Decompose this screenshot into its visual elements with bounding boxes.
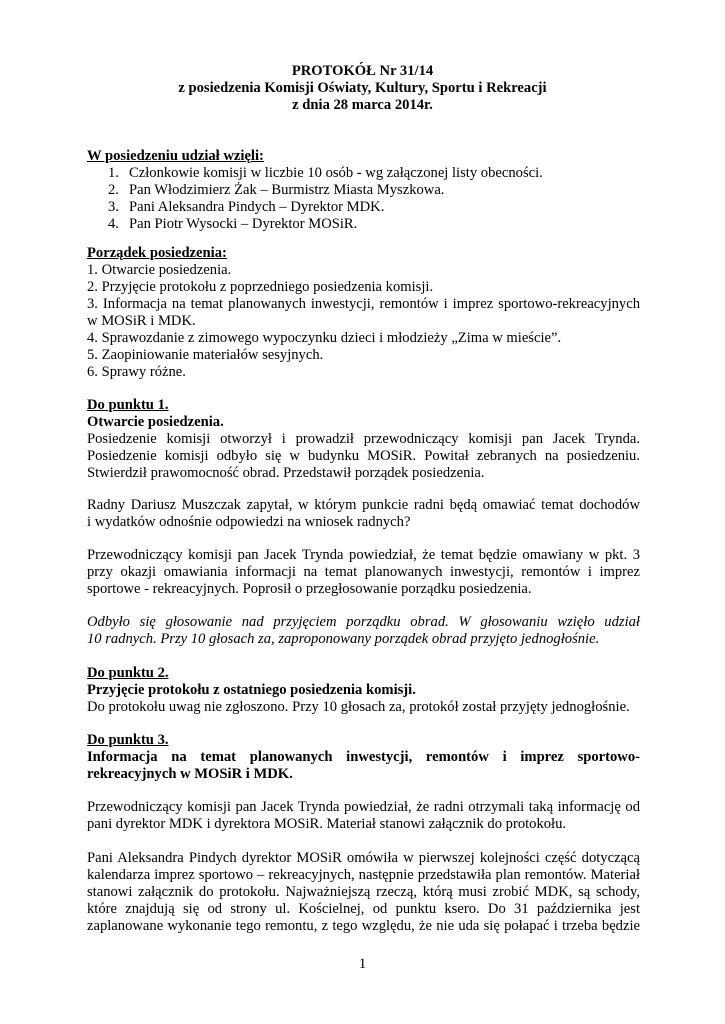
agenda-section bbox=[87, 245, 640, 381]
attendance-heading: W posiedzeniu udział wzięli: bbox=[87, 148, 264, 164]
point3-paragraph-line: stanowi załącznik do protokołu. Najważniejszą rzeczą, którą musi zrobić MDK, są schody, bbox=[87, 884, 640, 900]
agenda-line: 2. Przyjęcie protokołu z poprzedniego posiedzenia komisji. bbox=[87, 279, 434, 295]
point1-vote bbox=[87, 614, 640, 648]
agenda-line: w MOSiR i MDK. bbox=[87, 313, 196, 329]
point1-answer bbox=[87, 547, 640, 598]
answer-line: Przewodniczący komisji pan Jacek Trynda powiedział, że temat będzie omawiany w pkt. 3 bbox=[87, 547, 640, 563]
point3-paragraph-line: zaplanowane wykonanie tego remontu, z tego względu, że nie uda się połapać i trzeba będzie bbox=[87, 918, 640, 934]
point1-question bbox=[87, 497, 640, 531]
point2-text: Do protokołu uwag nie zgłoszono. Przy 10 głosach za, protokół został przyjęty jednogłośnie. bbox=[87, 699, 630, 715]
agenda-heading: Porządek posiedzenia: bbox=[87, 245, 227, 261]
agenda-line: 1. Otwarcie posiedzenia. bbox=[87, 262, 232, 278]
attendance-item-num: 4. bbox=[108, 216, 119, 232]
point3-intro bbox=[87, 799, 640, 833]
point3-title-line: rekreacyjnych w MOSiR i MDK. bbox=[87, 766, 293, 782]
point3-details bbox=[87, 850, 640, 935]
attendance-item bbox=[108, 216, 640, 233]
point3-paragraph-line: kalendarza imprez sportowo – rekreacyjnych, następnie przedstawiła plan remontów. Materiał bbox=[87, 867, 640, 883]
point3-paragraph-line: pani dyrektor MDK i dyrektora MOSiR. Materiał stanowi załącznik do protokołu. bbox=[87, 816, 567, 832]
point1-paragraph-line: Stwierdził prawomocność obrad. Przedstawił porządek posiedzenia. bbox=[87, 465, 485, 481]
attendance-item bbox=[108, 199, 640, 216]
attendance-item-text: Członkowie komisji w liczbie 10 osób - wg załączonej listy obecności. bbox=[129, 165, 543, 181]
answer-line: sportowe - rekreacyjnych. Poprosił o przegłosowanie porządku posiedzenia. bbox=[87, 581, 532, 597]
point1-heading: Do punktu 1. bbox=[87, 397, 169, 413]
agenda-line: 4. Sprawozdanie z zimowego wypoczynku dzieci i młodzieży „Zima w mieście”. bbox=[87, 330, 562, 346]
attendance-item-text: Pan Piotr Wysocki – Dyrektor MOSiR. bbox=[129, 216, 358, 232]
attendance-item bbox=[108, 182, 640, 199]
agenda-line: 3. Informacja na temat planowanych inwestycji, remontów i imprez sportowo-rekreacyjnych bbox=[87, 296, 640, 312]
point1-section bbox=[87, 397, 640, 482]
point1-paragraph-line: Posiedzenie komisji odbyło się w budynku MOSiR. Powitał zebranych na posiedzeniu. bbox=[87, 448, 640, 464]
attendance-item-num: 2. bbox=[108, 182, 119, 198]
document-title: PROTOKÓŁ Nr 31/14 bbox=[291, 63, 434, 79]
point3-section bbox=[87, 732, 640, 783]
attendance-item-num: 3. bbox=[108, 199, 119, 215]
question-line: Radny Dariusz Muszczak zapytał, w którym punkcie radni będą omawiać temat dochodów bbox=[87, 497, 640, 513]
attendance-section bbox=[87, 148, 640, 233]
point2-section bbox=[87, 665, 640, 716]
point2-title: Przyjęcie protokołu z ostatniego posiedzenia komisji. bbox=[87, 682, 416, 698]
attendance-item-text: Pan Włodzimierz Żak – Burmistrz Miasta Myszkowa. bbox=[129, 182, 445, 198]
attendance-item-text: Pani Aleksandra Pindych – Dyrektor MDK. bbox=[129, 199, 385, 215]
attendance-item-num: 1. bbox=[108, 165, 119, 181]
point2-heading: Do punktu 2. bbox=[87, 665, 169, 681]
vote-line: Odbyło się głosowanie nad przyjęciem porządku obrad. W głosowaniu wzięło udział bbox=[87, 614, 640, 630]
point3-paragraph-line: Pani Aleksandra Pindych dyrektor MOSiR omówiła w pierwszej kolejności część dotyczącą bbox=[87, 850, 640, 866]
point3-heading: Do punktu 3. bbox=[87, 732, 169, 748]
question-line: i wydatków odnośnie odpowiedzi na wniosek radnych? bbox=[87, 514, 411, 530]
point1-title: Otwarcie posiedzenia. bbox=[87, 414, 224, 430]
point3-paragraph-line: które znajdują się od strony ul. Kościelnej, od punktu ksero. Do 31 października jest bbox=[87, 901, 640, 917]
answer-line: przy okazji omawiania informacji na temat planowanych inwestycji, remontów i imprez bbox=[87, 564, 640, 580]
document-subtitle: z posiedzenia Komisji Oświaty, Kultury, Sportu i Rekreacji bbox=[178, 80, 547, 96]
document-date: z dnia 28 marca 2014r. bbox=[292, 97, 433, 113]
agenda-line: 5. Zaopiniowanie materiałów sesyjnych. bbox=[87, 347, 324, 363]
page-number: 1 bbox=[358, 956, 367, 972]
vote-line: 10 radnych. Przy 10 głosach za, zaproponowany porządek obrad przyjęto jednogłośnie. bbox=[87, 631, 600, 647]
point3-title-line: Informacja na temat planowanych inwestycji, remontów i imprez sportowo- bbox=[87, 749, 640, 765]
point1-paragraph-line: Posiedzenie komisji otworzył i prowadził przewodniczący komisji pan Jacek Trynda. bbox=[87, 431, 640, 447]
attendance-item bbox=[108, 165, 640, 182]
point3-paragraph-line: Przewodniczący komisji pan Jacek Trynda powiedział, że radni otrzymali taką informację od bbox=[87, 799, 640, 815]
agenda-line: 6. Sprawy różne. bbox=[87, 364, 186, 380]
